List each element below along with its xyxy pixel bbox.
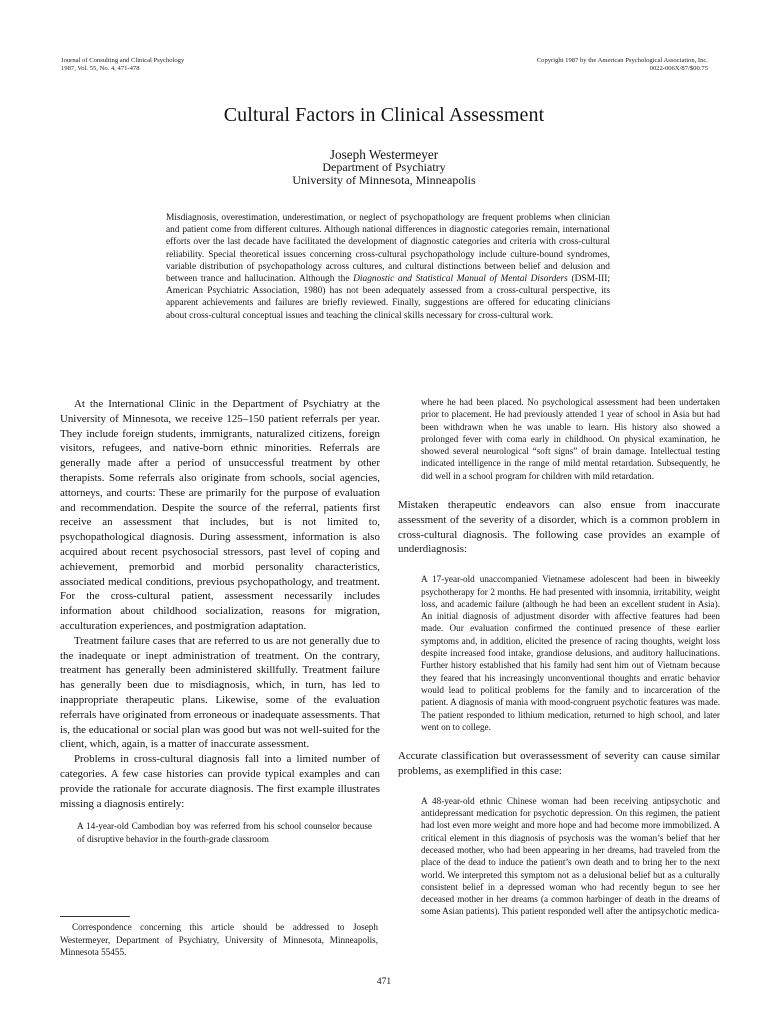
body-paragraph-4: Mistaken therapeutic endeavors can also ensue from inaccurate assessment of the severity of a disorder, which is a common problem in cross-cultural diagnosis. The following case provides an example of underdiagnosis: xyxy=(398,499,720,556)
abstract-italic-title: Diagnostic and Statistical Manual of Mental Disorders xyxy=(353,274,568,285)
abstract-text-1: Misdiagnosis, overestimation, underestimation, or neglect of psychopathology are frequent problems when clinician and patient come from different cultures. Although national differences in diagnostic categories remain, international efforts over the last decade have facilitated the development of diagnostic categories and criteria with cross-cultural reliability. Special theoretical issues concerning cross-cultural psychopathology include culture-bound syndromes, variable distribution of psychopathology across cultures, and cultural distinctions between belief and delusion and between trance and hallucination. Although the xyxy=(166,213,610,285)
right-column xyxy=(398,396,720,918)
copyright-text: Copyright 1987 by the American Psychological Association, Inc. xyxy=(536,57,708,64)
case-history-1-continued: where he had been placed. No psychological assessment had been undertaken prior to placement. He had previously attended 1 year of school in Asia but had been withdrawn when he was unable to learn. His history also showed a prolonged fever with coma early in childhood. On physical examination, he showed several neurological “soft signs” of brain damage. Intellectual testing indicated intelligence in the range of mild mental retardation. Subsequently, he did well in a school program for children with mild retardation. xyxy=(421,397,720,481)
abstract xyxy=(166,212,610,322)
article-title: Cultural Factors in Clinical Assessment xyxy=(223,104,545,126)
copyright-notice xyxy=(537,57,708,73)
body-paragraph-2: Treatment failure cases that are referred to us are not generally due to the inadequate or inept administration of treatment. On the contrary, treatment has generally been administered skillfully. Treatment failure has generally been due to misdiagnosis, which, in turn, has led to inappropriate therapeutic plans. Likewise, some of the evaluation referrals have originated from erroneous or inadequate assessments. That is, the educational or social plan was good but was not well-suited for the client, which, again, is a matter of inaccurate assessment. xyxy=(60,634,380,751)
case-history-1-start: A 14-year-old Cambodian boy was referred from his school counselor because of disruptive behavior in the fourth-grade classroom xyxy=(77,821,372,844)
footnote-divider xyxy=(60,916,130,917)
left-column xyxy=(60,397,380,845)
body-paragraph-1: At the International Clinic in the Department of Psychiatry at the University of Minnesota, we receive 125–150 patient referrals per year. They include foreign students, immigrants, naturalized citizens, foreign visitors, refugees, and native-born ethnic minorities. Referrals are generally made after a period of unsuccessful treatment by other therapists. Some referrals also originate from schools, social agencies, attorneys, and courts: These are primarily for the purpose of evaluation and recommendation. Despite the source of the referral, patients first receive an assessment that includes, but is not limited to, psychopathological diagnosis. During assessment, information is also acquired about recent psychosocial stressors, past level of coping and achievement, premorbid and morbid personality characteristics, associated medical conditions, previous psychopathology, and treatment. For the cross-cultural patient, assessment necessarily includes information about childhood socialization, reasons for migration, acculturation experiences, and postmigration adaptation. xyxy=(60,398,380,632)
abstract-text-2: (DSM-III; American Psychiatric Association, 1980) has not been adequately assessed from a cross-cultural perspective, its apparent achievements and failures are briefly reviewed. Finally, suggestions are offered for educating clinicians about cross-cultural conceptual issues and teaching the clinical skills necessary for cross-cultural work. xyxy=(166,274,610,321)
case-history-2: A 17-year-old unaccompanied Vietnamese adolescent had been in biweekly psychotherapy for 2 months. He had presented with insomnia, irritability, weight loss, and academic failure (although he had been an excellent student in Asia). An initial diagnosis of adjustment disorder with affective features had been made. Our evaluation confirmed the continued presence of these earlier symptoms and, in addition, elicited the presence of racing thoughts, weight loss despite increased food intake, grandiose delusions, and auditory hallucinations. Further history established that his family had sent him out of Vietnam because they feared that his increasingly unconventional thoughts and erratic behavior would lead to political problems for the family and to incarceration of the patient. A diagnosis of mania with mood-congruent psychotic features was made. The patient responded to lithium medication, returned to high school, and later went on to college. xyxy=(421,574,720,732)
issn-code: 0022-006X/87/$00.75 xyxy=(649,65,708,72)
correspondence-footnote: Correspondence concerning this article should be addressed to Joseph Westermeyer, Department of Psychiatry, University of Minnesota, Minneapolis, Minnesota 55455. xyxy=(60,922,378,958)
body-paragraph-5: Accurate classification but overassessment of severity can cause similar problems, as exemplified in this case: xyxy=(398,750,720,777)
body-paragraph-3: Problems in cross-cultural diagnosis fall into a limited number of categories. A few case histories can provide typical examples and can provide the rationale for accurate diagnosis. The first example illustrates missing a diagnosis entirely: xyxy=(60,753,380,810)
author-block xyxy=(0,148,768,187)
journal-name: Journal of Consulting and Clinical Psychology xyxy=(61,57,185,64)
author-name: Joseph Westermeyer xyxy=(329,147,439,162)
author-department: Department of Psychiatry xyxy=(322,160,446,174)
page-number: 471 xyxy=(376,977,392,987)
journal-citation xyxy=(61,57,184,73)
journal-volume: 1987, Vol. 55, No. 4, 471-478 xyxy=(61,65,140,72)
case-history-3: A 48-year-old ethnic Chinese woman had been receiving antipsychotic and antidepressant medication for psychotic depression. On this regimen, the patient had lost even more weight and more hope and had become more immobilized. A critical element in this diagnosis of psychosis was the woman’s belief that her deceased mother, who had been appearing in her dreams, had traveled from the place of the dead to induce the patient’s own death and to bring her to the next world. We interpreted this symptom not as a delusional belief but as a culturally consistent belief in a depressed woman who had recently begun to see her deceased mother in her dreams (a common harbinger of death in the dreams of some Asian patients). This patient responded well after the antipsychotic medica- xyxy=(421,795,720,917)
author-university: University of Minnesota, Minneapolis xyxy=(292,173,476,187)
